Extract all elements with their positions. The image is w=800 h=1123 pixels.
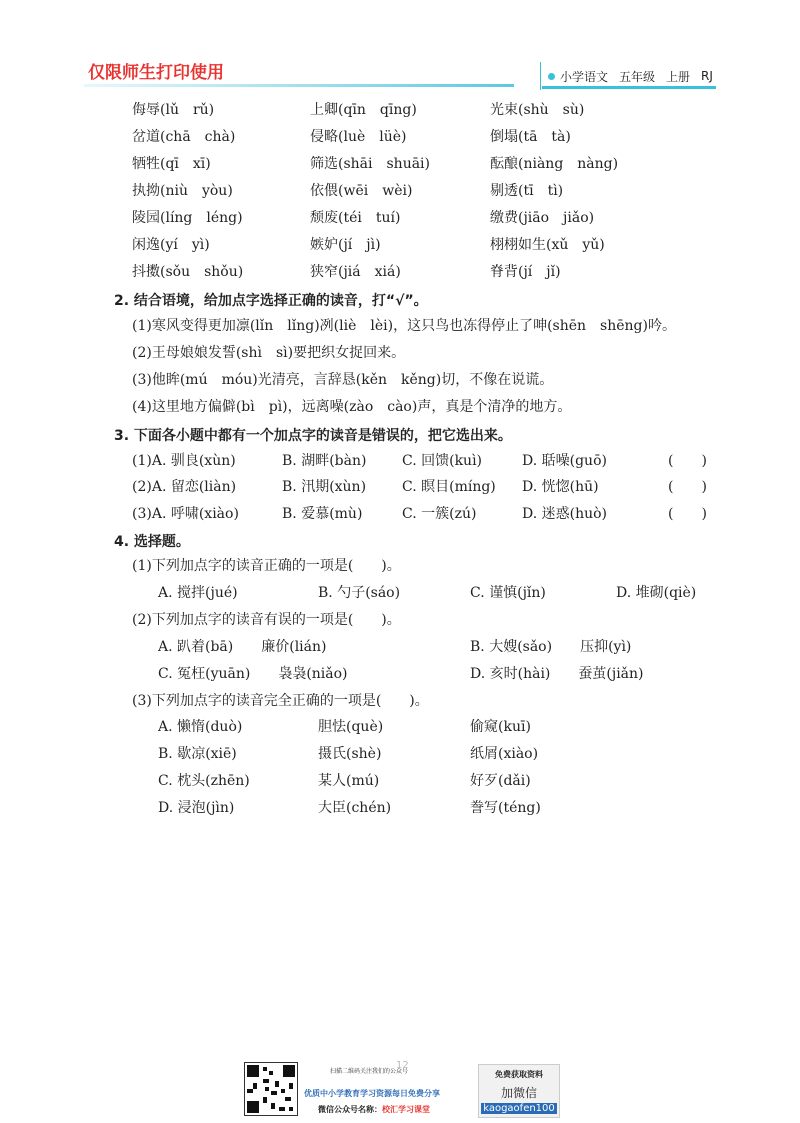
question-2-title: 2. 结合语境，给加点字选择正确的读音，打“√”。 xyxy=(114,293,428,309)
question-4-1-option-c: C. 谨慎(jǐn) xyxy=(470,585,546,601)
question-2-line-3: (3)他眸(mú móu)光清亮，言辞恳(kěn kěng)切，不像在说谎。 xyxy=(132,372,554,388)
footer-box-line-3: kaogaofen100 xyxy=(483,1103,555,1114)
subject-label: 小学语文 xyxy=(560,69,609,84)
word-item: 狭窄(jiá xiá) xyxy=(310,264,401,280)
footer-box-line-1: 免费获取资料 xyxy=(495,1070,543,1079)
word-item: 剔透(tī tì) xyxy=(490,183,564,199)
option-item: D. 恍惚(hū) xyxy=(522,479,599,495)
word-item: 侵略(luè lüè) xyxy=(310,129,407,145)
edition-label: RJ xyxy=(701,69,713,83)
option-item: B. 汛期(xùn) xyxy=(282,479,367,495)
option-item: D. 迷惑(huò) xyxy=(522,506,608,522)
footer-scan-text: 扫描二维码关注我们的公众号 xyxy=(330,1068,409,1075)
option-item: 摄氏(shè) xyxy=(318,746,382,762)
question-2-line-4: (4)这里地方偏僻(bì pì)，远离噪(zào cào)声，真是个清净的地方。 xyxy=(132,399,572,415)
question-3-title: 3. 下面各小题中都有一个加点字的读音是错误的，把它选出来。 xyxy=(114,428,512,444)
footer-account-label: 微信公众号名称： xyxy=(318,1105,382,1114)
footer-share-text: 优质中小学教育学习资源每日免费分享 xyxy=(304,1089,440,1098)
word-item: 倒塌(tā tà) xyxy=(490,129,571,145)
question-4-1-option-b: B. 勺子(sáo) xyxy=(318,585,401,601)
word-item: 嫉妒(jí jì) xyxy=(310,237,381,253)
question-4-2-option-b: B. 大嫂(sǎo) 压抑(yì) xyxy=(470,639,632,655)
footer-account xyxy=(318,1104,430,1115)
option-item: 偷窥(kuī) xyxy=(470,719,531,735)
option-item: B. 湖畔(bàn) xyxy=(282,453,367,469)
footer-account-name: 校汇学习课堂 xyxy=(382,1105,430,1114)
word-item: 侮辱(lǔ rǔ) xyxy=(132,102,215,118)
answer-blank: ( ) xyxy=(668,479,707,495)
option-item: D. 聒噪(guō) xyxy=(522,453,607,469)
option-item: C. 一簇(zú) xyxy=(402,506,477,522)
option-item: C. 回馈(kuì) xyxy=(402,453,483,469)
word-item: 上卿(qīn qīng) xyxy=(310,102,417,118)
word-item: 牺牲(qī xī) xyxy=(132,156,211,172)
word-item: 栩栩如生(xǔ yǔ) xyxy=(490,237,605,253)
footer-box-line-2: 加微信 xyxy=(500,1086,537,1100)
page-number: 12 xyxy=(396,1060,409,1071)
option-item: (3)A. 呼啸(xiào) xyxy=(132,506,239,522)
option-item: 胆怯(què) xyxy=(318,719,384,735)
question-2-line-1: (1)寒风变得更加凛(lǐn lǐng)冽(liè lèi)，这只鸟也冻得停止了呻(shēn shēng)吟。 xyxy=(132,318,676,334)
option-item: A. 懒惰(duò) xyxy=(158,719,243,735)
word-item: 执拗(niù yòu) xyxy=(132,183,233,199)
word-item: 筛选(shāi shuāi) xyxy=(310,156,430,172)
option-item: (2)A. 留恋(liàn) xyxy=(132,479,237,495)
option-item: D. 浸泡(jìn) xyxy=(158,800,235,816)
question-4-1-option-d: D. 堆砌(qiè) xyxy=(616,585,697,601)
option-item: C. 瞑目(míng) xyxy=(402,479,496,495)
question-4-title: 4. 选择题。 xyxy=(114,534,190,550)
option-item: C. 枕头(zhēn) xyxy=(158,773,250,789)
word-item: 依偎(wēi wèi) xyxy=(310,183,413,199)
word-item: 缴费(jiāo jiǎo) xyxy=(490,210,595,226)
question-4-2-stem: (2)下列加点字的读音有误的一项是( )。 xyxy=(132,612,401,628)
grade-label: 五年级 xyxy=(619,69,656,84)
word-item: 光束(shù sù) xyxy=(490,102,585,118)
option-item: B. 爱慕(mù) xyxy=(282,506,363,522)
word-item: 脊背(jí jǐ) xyxy=(490,264,561,280)
header-divider xyxy=(84,84,514,87)
question-4-3-stem: (3)下列加点字的读音完全正确的一项是( )。 xyxy=(132,693,429,709)
answer-blank: ( ) xyxy=(668,506,707,522)
volume-label: 上册 xyxy=(666,69,691,84)
page-watermark-title: 仅限师生打印使用 xyxy=(88,63,224,83)
word-item: 抖擞(sǒu shǒu) xyxy=(132,264,244,280)
option-item: B. 歇凉(xiē) xyxy=(158,746,237,762)
option-item: 好歹(dǎi) xyxy=(470,773,531,789)
option-item: 纸屑(xiào) xyxy=(470,746,539,762)
header-subject-tag xyxy=(542,66,716,89)
word-item: 陵园(líng léng) xyxy=(132,210,243,226)
option-item: 誊写(téng) xyxy=(470,800,541,816)
header-vertical-divider xyxy=(540,62,541,90)
question-4-1-option-a: A. 搅拌(jué) xyxy=(158,585,238,601)
word-item: 闲逸(yí yì) xyxy=(132,237,210,253)
word-item: 岔道(chā chà) xyxy=(132,129,236,145)
bullet-icon xyxy=(548,73,555,80)
word-item: 酝酿(niàng nàng) xyxy=(490,156,619,172)
footer-wechat-box xyxy=(478,1064,560,1118)
question-4-2-option-d: D. 亥时(hài) 蚕茧(jiǎn) xyxy=(470,666,644,682)
word-item: 颓废(téi tuí) xyxy=(310,210,401,226)
question-4-2-option-a: A. 趴着(bā) 廉价(lián) xyxy=(158,639,327,655)
question-4-2-option-c: C. 冤枉(yuān) 袅袅(niǎo) xyxy=(158,666,348,682)
question-2-line-2: (2)王母娘娘发誓(shì sì)要把织女捉回来。 xyxy=(132,345,406,361)
option-item: 某人(mú) xyxy=(318,773,380,789)
qr-code-icon xyxy=(244,1062,298,1116)
option-item: (1)A. 驯良(xùn) xyxy=(132,453,236,469)
option-item: 大臣(chén) xyxy=(318,800,392,816)
answer-blank: ( ) xyxy=(668,453,707,469)
question-4-1-stem: (1)下列加点字的读音正确的一项是( )。 xyxy=(132,558,401,574)
